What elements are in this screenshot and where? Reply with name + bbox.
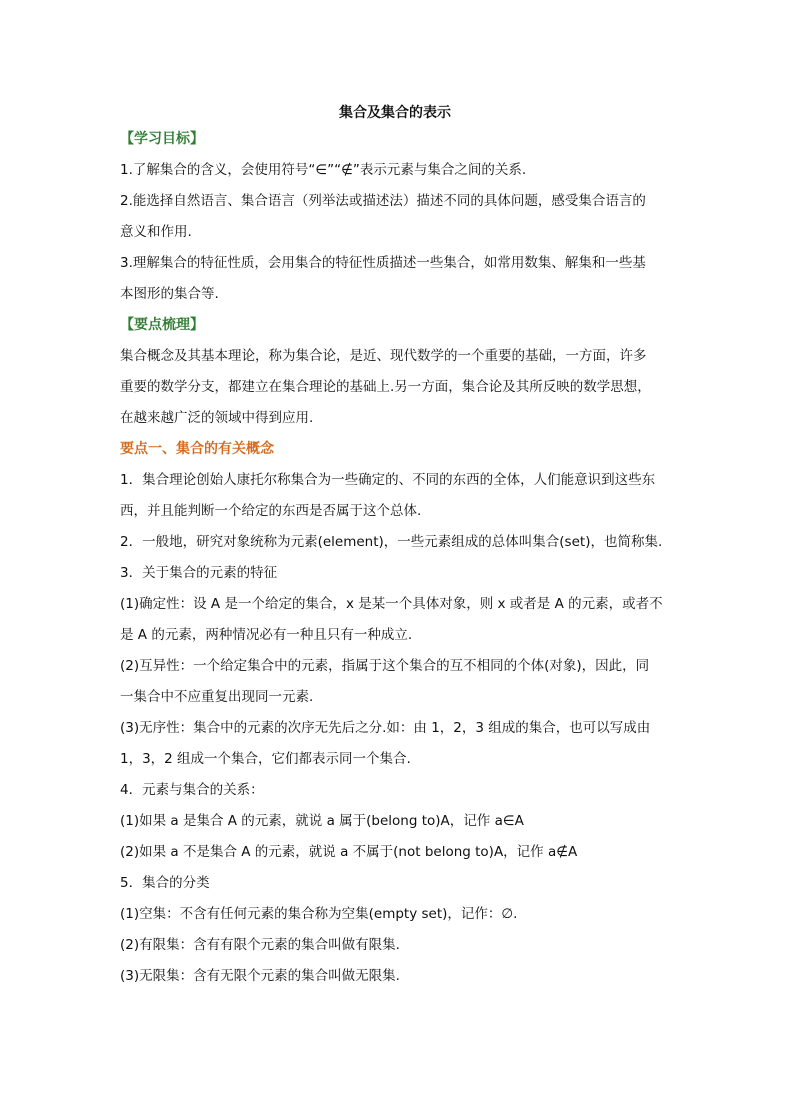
point-line: 5．集合的分类 <box>120 875 210 891</box>
point-line: 2．一般地，研究对象统称为元素(element)，一些元素组成的总体叫集合(set)，也简称集. <box>120 534 663 550</box>
document-title: 集合及集合的表示 <box>339 105 451 121</box>
point-line: 1，3，2 组成一个集合，它们都表示同一个集合. <box>120 751 411 767</box>
goal-line: 本图形的集合等. <box>120 286 219 302</box>
point-line: 是 A 的元素，两种情况必有一种且只有一种成立. <box>120 627 413 643</box>
goal-line: 2.能选择自然语言、集合语言（列举法或描述法）描述不同的具体问题，感受集合语言的 <box>120 193 646 209</box>
goal-line: 意义和作用. <box>120 224 192 240</box>
goal-line: 3.理解集合的特征性质，会用集合的特征性质描述一些集合，如常用数集、解集和一些基 <box>120 255 646 271</box>
point-line: (1)如果 a 是集合 A 的元素，就说 a 属于(belong to)A，记作 a∈A <box>120 813 524 829</box>
review-line: 在越来越广泛的领域中得到应用. <box>120 410 314 426</box>
point-line: (2)有限集：含有有限个元素的集合叫做有限集. <box>120 937 400 953</box>
goal-line: 1.了解集合的含义，会使用符号“∈”“∉”表示元素与集合之间的关系. <box>120 162 527 178</box>
section-heading-review: 【要点梳理】 <box>120 317 204 333</box>
point-heading-1: 要点一、集合的有关概念 <box>120 441 274 457</box>
review-line: 重要的数学分支，都建立在集合理论的基础上.另一方面，集合论及其所反映的数学思想， <box>120 379 651 395</box>
point-line: 1．集合理论创始人康托尔称集合为一些确定的、不同的东西的全体，人们能意识到这些东 <box>120 472 656 488</box>
review-line: 集合概念及其基本理论，称为集合论，是近、现代数学的一个重要的基础，一方面，许多 <box>120 348 647 364</box>
point-line: (1)确定性：设 A 是一个给定的集合，x 是某一个具体对象，则 x 或者是 A 的元素，或者不 <box>120 596 663 612</box>
point-line: 西，并且能判断一个给定的东西是否属于这个总体. <box>120 503 422 519</box>
point-line: 一集合中不应重复出现同一元素. <box>120 689 314 705</box>
point-line: (3)无限集：含有无限个元素的集合叫做无限集. <box>120 968 400 984</box>
section-heading-goals: 【学习目标】 <box>120 131 204 147</box>
point-line: (3)无序性：集合中的元素的次序无先后之分.如：由 1，2，3 组成的集合，也可以写成由 <box>120 720 651 736</box>
point-line: (2)互异性：一个给定集合中的元素，指属于这个集合的互不相同的个体(对象)，因此，同 <box>120 658 650 674</box>
document-body <box>120 124 680 992</box>
point-line: (2)如果 a 不是集合 A 的元素，就说 a 不属于(not belong to)A，记作 a∉A <box>120 844 578 860</box>
point-line: (1)空集：不含有任何元素的集合称为空集(empty set)，记作：∅. <box>120 906 518 922</box>
point-line: 3．关于集合的元素的特征 <box>120 565 278 581</box>
point-line: 4．元素与集合的关系： <box>120 782 264 798</box>
